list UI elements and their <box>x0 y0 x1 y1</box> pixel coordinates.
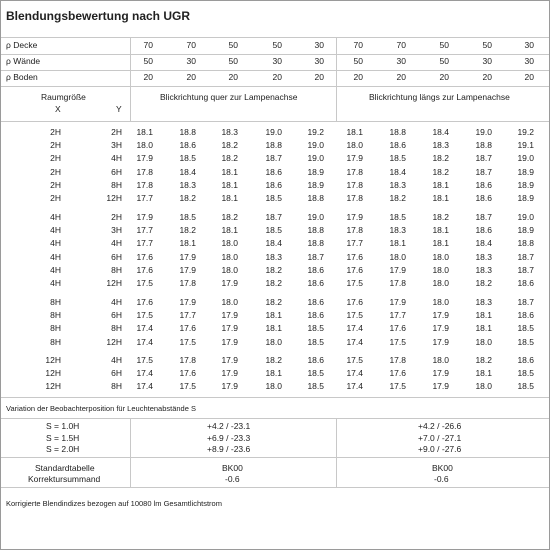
ugr-value: 17.5 <box>136 355 153 365</box>
ugr-value: 17.7 <box>136 225 153 236</box>
ugr-value: 18.6 <box>517 310 534 321</box>
variation-quer: +8.9 / -23.6 <box>207 444 251 454</box>
reflectance-value: 50 <box>439 40 449 50</box>
ugr-value: 17.5 <box>179 381 196 392</box>
ugr-value: 18.1 <box>432 238 449 249</box>
ugr-value: 17.6 <box>179 368 196 379</box>
ugr-value: 18.1 <box>221 225 238 236</box>
ugr-value: 17.9 <box>221 381 238 392</box>
ugr-value: 18.4 <box>179 166 196 177</box>
row-y: 8H <box>111 381 122 392</box>
ugr-value: 18.3 <box>265 251 282 262</box>
ugr-value: 17.5 <box>389 381 406 392</box>
ugr-value: 18.5 <box>307 368 324 379</box>
ugr-value: 17.4 <box>136 381 153 392</box>
row-y: 8H <box>111 323 122 334</box>
ugr-value: 19.2 <box>517 127 534 137</box>
row-x: 2H <box>50 193 61 203</box>
row-x: 4H <box>50 225 61 236</box>
ugr-value: 18.5 <box>389 212 406 222</box>
ugr-value: 18.5 <box>517 323 534 334</box>
ugr-value: 18.7 <box>475 166 492 177</box>
ugr-value: 18.7 <box>265 153 282 164</box>
reflectance-value: 20 <box>524 72 534 82</box>
divider <box>1 487 549 488</box>
ugr-value: 18.4 <box>389 166 406 177</box>
ugr-value: 17.8 <box>136 179 153 190</box>
col-divider <box>336 418 337 487</box>
row-x: 8H <box>50 297 61 307</box>
ugr-value: 19.0 <box>307 153 324 164</box>
ugr-value: 17.8 <box>346 179 363 190</box>
ugr-value: 17.9 <box>346 153 363 164</box>
ugr-value: 18.1 <box>432 193 449 203</box>
ugr-value: 17.4 <box>346 323 363 334</box>
ugr-value: 18.9 <box>307 179 324 190</box>
standard-laengs-table: BK00 <box>432 463 453 473</box>
ugr-value: 18.9 <box>307 166 324 177</box>
ugr-value: 18.1 <box>475 310 492 321</box>
variation-laengs: +9.0 / -27.6 <box>418 444 462 454</box>
ugr-value: 18.6 <box>517 355 534 365</box>
reflectance-value: 50 <box>143 56 153 66</box>
ugr-value: 17.9 <box>136 153 153 164</box>
reflectance-value: 70 <box>143 40 153 50</box>
row-x: 4H <box>50 212 61 222</box>
ugr-value: 18.0 <box>432 278 449 288</box>
ugr-value: 18.2 <box>265 264 282 275</box>
ugr-value: 18.3 <box>221 127 238 137</box>
ugr-value: 19.0 <box>307 140 324 151</box>
ugr-value: 18.4 <box>265 238 282 249</box>
reflectance-value: 50 <box>272 40 282 50</box>
reflectance-value: 20 <box>482 72 492 82</box>
ugr-value: 18.3 <box>179 179 196 190</box>
ugr-value: 18.6 <box>265 179 282 190</box>
ugr-value: 18.1 <box>265 323 282 334</box>
ugr-value: 17.9 <box>432 368 449 379</box>
ugr-value: 18.8 <box>265 140 282 151</box>
ugr-value: 18.0 <box>265 381 282 392</box>
ugr-value: 17.9 <box>221 310 238 321</box>
ugr-value: 18.5 <box>307 323 324 334</box>
reflectance-value: 50 <box>439 56 449 66</box>
ugr-value: 18.0 <box>221 238 238 249</box>
ugr-value: 18.1 <box>221 193 238 203</box>
ugr-value: 18.0 <box>475 381 492 392</box>
ugr-value: 18.5 <box>179 153 196 164</box>
ugr-value: 17.9 <box>221 278 238 288</box>
ugr-value: 18.5 <box>517 381 534 392</box>
ugr-value: 17.4 <box>346 368 363 379</box>
ugr-value: 18.5 <box>265 225 282 236</box>
ugr-value: 18.2 <box>265 355 282 365</box>
row-x: 2H <box>50 127 61 137</box>
ugr-value: 18.0 <box>221 264 238 275</box>
ugr-value: 17.9 <box>221 336 238 347</box>
row-y: 4H <box>111 355 122 365</box>
reflectance-value: 70 <box>353 40 363 50</box>
variation-s: S = 2.0H <box>46 444 80 454</box>
ugr-value: 17.4 <box>136 336 153 347</box>
ugr-value: 18.6 <box>475 179 492 190</box>
ugr-value: 17.4 <box>346 336 363 347</box>
row-y: 12H <box>106 278 122 288</box>
ugr-value: 18.8 <box>307 193 324 203</box>
ugr-value: 18.2 <box>475 278 492 288</box>
reflectance-value: 30 <box>314 56 324 66</box>
ugr-value: 18.0 <box>136 140 153 151</box>
ugr-value: 17.6 <box>136 264 153 275</box>
ugr-value: 18.9 <box>517 179 534 190</box>
reflectance-label: ρ Decke <box>6 40 38 50</box>
ugr-value: 19.2 <box>307 127 324 137</box>
variation-quer: +4.2 / -23.1 <box>207 421 251 431</box>
reflectance-value: 20 <box>272 72 282 82</box>
ugr-value: 18.6 <box>307 310 324 321</box>
ugr-value: 17.6 <box>346 264 363 275</box>
ugr-value: 17.7 <box>346 238 363 249</box>
ugr-value: 18.2 <box>475 355 492 365</box>
variation-laengs: +4.2 / -26.6 <box>418 421 462 431</box>
variation-s: S = 1.0H <box>46 421 80 431</box>
standard-label-table: Standardtabelle <box>35 463 95 473</box>
ugr-value: 19.0 <box>307 212 324 222</box>
row-y: 4H <box>111 238 122 249</box>
ugr-value: 18.1 <box>221 179 238 190</box>
ugr-value: 18.1 <box>265 368 282 379</box>
ugr-value: 18.3 <box>432 140 449 151</box>
ugr-value: 18.6 <box>307 355 324 365</box>
row-x: 2H <box>50 140 61 151</box>
ugr-value: 17.6 <box>136 251 153 262</box>
divider <box>1 121 549 122</box>
ugr-value: 18.2 <box>389 193 406 203</box>
ugr-value: 18.6 <box>475 193 492 203</box>
ugr-value: 18.2 <box>432 212 449 222</box>
ugr-value: 18.0 <box>265 336 282 347</box>
ugr-value: 18.6 <box>265 166 282 177</box>
ugr-value: 17.9 <box>432 310 449 321</box>
standard-quer-corr: -0.6 <box>225 474 240 484</box>
ugr-value: 18.2 <box>221 212 238 222</box>
ugr-value: 18.5 <box>517 368 534 379</box>
ugr-value: 17.5 <box>389 336 406 347</box>
ugr-value: 18.7 <box>517 264 534 275</box>
reflectance-value: 20 <box>439 72 449 82</box>
ugr-value: 18.2 <box>221 153 238 164</box>
ugr-value: 17.4 <box>136 323 153 334</box>
ugr-value: 18.1 <box>136 127 153 137</box>
ugr-value: 18.5 <box>307 336 324 347</box>
ugr-value: 17.8 <box>389 278 406 288</box>
variation-s: S = 1.5H <box>46 432 80 443</box>
row-y: 2H <box>111 212 122 222</box>
ugr-value: 18.8 <box>307 238 324 249</box>
ugr-value: 17.4 <box>346 381 363 392</box>
reflectance-value: 30 <box>524 40 534 50</box>
ugr-value: 18.5 <box>179 212 196 222</box>
ugr-value: 18.0 <box>475 336 492 347</box>
ugr-value: 18.1 <box>179 238 196 249</box>
header-y: Y <box>116 104 122 114</box>
reflectance-label: ρ Boden <box>6 72 38 82</box>
ugr-value: 18.7 <box>475 153 492 164</box>
ugr-value: 17.5 <box>346 278 363 288</box>
ugr-value: 18.8 <box>389 127 406 137</box>
ugr-value: 18.8 <box>307 225 324 236</box>
divider <box>1 418 549 419</box>
ugr-value: 17.7 <box>136 193 153 203</box>
row-y: 4H <box>111 297 122 307</box>
ugr-value: 18.2 <box>265 278 282 288</box>
header-x: X <box>55 104 61 114</box>
row-x: 8H <box>50 323 61 334</box>
row-x: 12H <box>45 381 61 392</box>
ugr-value: 18.7 <box>265 212 282 222</box>
ugr-value: 17.8 <box>179 355 196 365</box>
ugr-value: 19.0 <box>475 127 492 137</box>
divider <box>1 37 549 38</box>
ugr-value: 18.0 <box>221 297 238 307</box>
ugr-value: 18.9 <box>517 225 534 236</box>
standard-laengs-corr: -0.6 <box>434 474 449 484</box>
ugr-value: 17.9 <box>136 212 153 222</box>
ugr-value: 17.7 <box>179 310 196 321</box>
ugr-value: 18.5 <box>307 381 324 392</box>
ugr-value: 17.9 <box>221 368 238 379</box>
row-y: 6H <box>111 166 122 177</box>
row-x: 2H <box>50 179 61 190</box>
ugr-value: 17.9 <box>346 212 363 222</box>
header-raumgroesse: Raumgröße <box>41 92 86 102</box>
ugr-value: 19.0 <box>517 153 534 164</box>
ugr-value: 17.5 <box>346 355 363 365</box>
header-quer: Blickrichtung quer zur Lampenachse <box>160 92 298 102</box>
divider <box>1 457 549 458</box>
ugr-value: 18.0 <box>221 251 238 262</box>
ugr-value: 18.6 <box>307 278 324 288</box>
ugr-value: 17.5 <box>136 310 153 321</box>
row-y: 2H <box>111 127 122 137</box>
row-x: 2H <box>50 153 61 164</box>
row-y: 3H <box>111 140 122 151</box>
reflectance-label: ρ Wände <box>6 56 41 66</box>
ugr-value: 18.3 <box>389 179 406 190</box>
variation-quer: +6.9 / -23.3 <box>207 432 251 443</box>
row-x: 4H <box>50 264 61 275</box>
ugr-value: 17.8 <box>346 193 363 203</box>
ugr-value: 19.0 <box>517 212 534 222</box>
ugr-value: 18.2 <box>432 166 449 177</box>
divider <box>1 397 549 398</box>
reflectance-value: 30 <box>186 56 196 66</box>
reflectance-value: 70 <box>396 40 406 50</box>
ugr-value: 18.0 <box>432 355 449 365</box>
reflectance-value: 30 <box>396 56 406 66</box>
row-x: 4H <box>50 251 61 262</box>
ugr-value: 17.6 <box>179 323 196 334</box>
ugr-value: 18.9 <box>517 166 534 177</box>
divider <box>1 86 549 87</box>
ugr-value: 17.9 <box>389 264 406 275</box>
ugr-value: 18.6 <box>475 225 492 236</box>
ugr-value: 17.4 <box>136 368 153 379</box>
variation-laengs: +7.0 / -27.1 <box>418 432 462 443</box>
ugr-value: 18.1 <box>389 238 406 249</box>
row-y: 6H <box>111 251 122 262</box>
ugr-value: 17.8 <box>136 166 153 177</box>
ugr-value: 17.7 <box>136 238 153 249</box>
ugr-value: 18.1 <box>475 323 492 334</box>
ugr-value: 17.9 <box>221 355 238 365</box>
ugr-value: 17.8 <box>346 225 363 236</box>
reflectance-value: 30 <box>524 56 534 66</box>
ugr-value: 18.9 <box>517 193 534 203</box>
reflectance-value: 30 <box>482 56 492 66</box>
ugr-value: 17.6 <box>389 323 406 334</box>
ugr-value: 18.8 <box>517 238 534 249</box>
ugr-value: 18.6 <box>179 140 196 151</box>
ugr-value: 17.9 <box>432 323 449 334</box>
ugr-value: 18.1 <box>432 225 449 236</box>
ugr-value: 17.5 <box>346 310 363 321</box>
ugr-value: 18.6 <box>389 140 406 151</box>
variation-title: Variation der Beobachterposition für Leuchtenabstände S <box>6 404 196 413</box>
ugr-value: 17.8 <box>346 166 363 177</box>
ugr-value: 18.0 <box>432 251 449 262</box>
ugr-value: 17.6 <box>136 297 153 307</box>
ugr-value: 18.5 <box>265 193 282 203</box>
reflectance-value: 50 <box>228 40 238 50</box>
row-y: 3H <box>111 225 122 236</box>
ugr-value: 18.7 <box>517 297 534 307</box>
ugr-value: 18.5 <box>389 153 406 164</box>
ugr-value: 18.1 <box>475 368 492 379</box>
ugr-value: 17.5 <box>136 278 153 288</box>
ugr-value: 18.2 <box>432 153 449 164</box>
ugr-value: 18.2 <box>179 193 196 203</box>
row-y: 8H <box>111 264 122 275</box>
row-y: 4H <box>111 153 122 164</box>
ugr-value: 17.7 <box>389 310 406 321</box>
ugr-value: 17.6 <box>346 297 363 307</box>
ugr-value: 17.9 <box>221 323 238 334</box>
row-y: 12H <box>106 336 122 347</box>
ugr-value: 17.8 <box>389 355 406 365</box>
reflectance-value: 50 <box>482 40 492 50</box>
divider <box>1 70 549 71</box>
ugr-value: 18.8 <box>179 127 196 137</box>
ugr-value: 18.7 <box>517 251 534 262</box>
ugr-value: 18.3 <box>475 251 492 262</box>
reflectance-value: 20 <box>186 72 196 82</box>
ugr-value: 18.0 <box>432 264 449 275</box>
reflectance-value: 20 <box>143 72 153 82</box>
ugr-value: 17.6 <box>389 368 406 379</box>
ugr-value: 17.9 <box>179 297 196 307</box>
row-x: 8H <box>50 336 61 347</box>
row-y: 6H <box>111 368 122 379</box>
reflectance-value: 30 <box>272 56 282 66</box>
ugr-value: 17.8 <box>179 278 196 288</box>
ugr-value: 18.4 <box>432 127 449 137</box>
ugr-value: 18.1 <box>346 127 363 137</box>
row-x: 12H <box>45 368 61 379</box>
ugr-value: 18.7 <box>475 212 492 222</box>
row-x: 8H <box>50 310 61 321</box>
row-x: 4H <box>50 278 61 288</box>
reflectance-value: 20 <box>353 72 363 82</box>
ugr-value: 19.1 <box>517 140 534 151</box>
ugr-value: 17.5 <box>179 336 196 347</box>
footer-note: Korrigierte Blendindizes bezogen auf 10080 lm Gesamtlichtstrom <box>6 499 222 508</box>
ugr-value: 18.7 <box>307 251 324 262</box>
row-x: 2H <box>50 166 61 177</box>
ugr-value: 17.9 <box>179 264 196 275</box>
ugr-value: 18.6 <box>307 297 324 307</box>
row-y: 8H <box>111 179 122 190</box>
reflectance-value: 50 <box>228 56 238 66</box>
ugr-value: 18.4 <box>475 238 492 249</box>
row-x: 4H <box>50 238 61 249</box>
col-divider <box>130 418 131 487</box>
ugr-value: 17.9 <box>389 297 406 307</box>
reflectance-value: 70 <box>186 40 196 50</box>
page-title: Blendungsbewertung nach UGR <box>6 9 191 23</box>
ugr-value: 18.0 <box>346 140 363 151</box>
ugr-value: 18.2 <box>265 297 282 307</box>
ugr-value: 18.1 <box>265 310 282 321</box>
ugr-value: 18.0 <box>432 297 449 307</box>
ugr-value: 17.9 <box>179 251 196 262</box>
ugr-value: 18.6 <box>307 264 324 275</box>
ugr-value: 19.0 <box>265 127 282 137</box>
divider <box>1 54 549 55</box>
row-y: 6H <box>111 310 122 321</box>
row-y: 12H <box>106 193 122 203</box>
ugr-value: 17.9 <box>432 336 449 347</box>
standard-quer-table: BK00 <box>222 463 243 473</box>
ugr-value: 18.3 <box>475 297 492 307</box>
header-laengs: Blickrichtung längs zur Lampenachse <box>369 92 510 102</box>
ugr-value: 17.6 <box>346 251 363 262</box>
reflectance-value: 30 <box>314 40 324 50</box>
ugr-value: 18.8 <box>475 140 492 151</box>
reflectance-value: 50 <box>353 56 363 66</box>
reflectance-value: 20 <box>314 72 324 82</box>
ugr-value: 18.6 <box>517 278 534 288</box>
ugr-value: 18.5 <box>517 336 534 347</box>
ugr-value: 18.2 <box>179 225 196 236</box>
ugr-value: 18.2 <box>221 140 238 151</box>
ugr-value: 17.9 <box>432 381 449 392</box>
reflectance-value: 20 <box>228 72 238 82</box>
row-x: 12H <box>45 355 61 365</box>
ugr-value: 18.0 <box>389 251 406 262</box>
standard-label-corr: Korrektursummand <box>28 474 101 484</box>
reflectance-value: 20 <box>396 72 406 82</box>
ugr-value: 18.3 <box>389 225 406 236</box>
ugr-value: 18.1 <box>432 179 449 190</box>
ugr-value: 18.1 <box>221 166 238 177</box>
ugr-value: 18.3 <box>475 264 492 275</box>
